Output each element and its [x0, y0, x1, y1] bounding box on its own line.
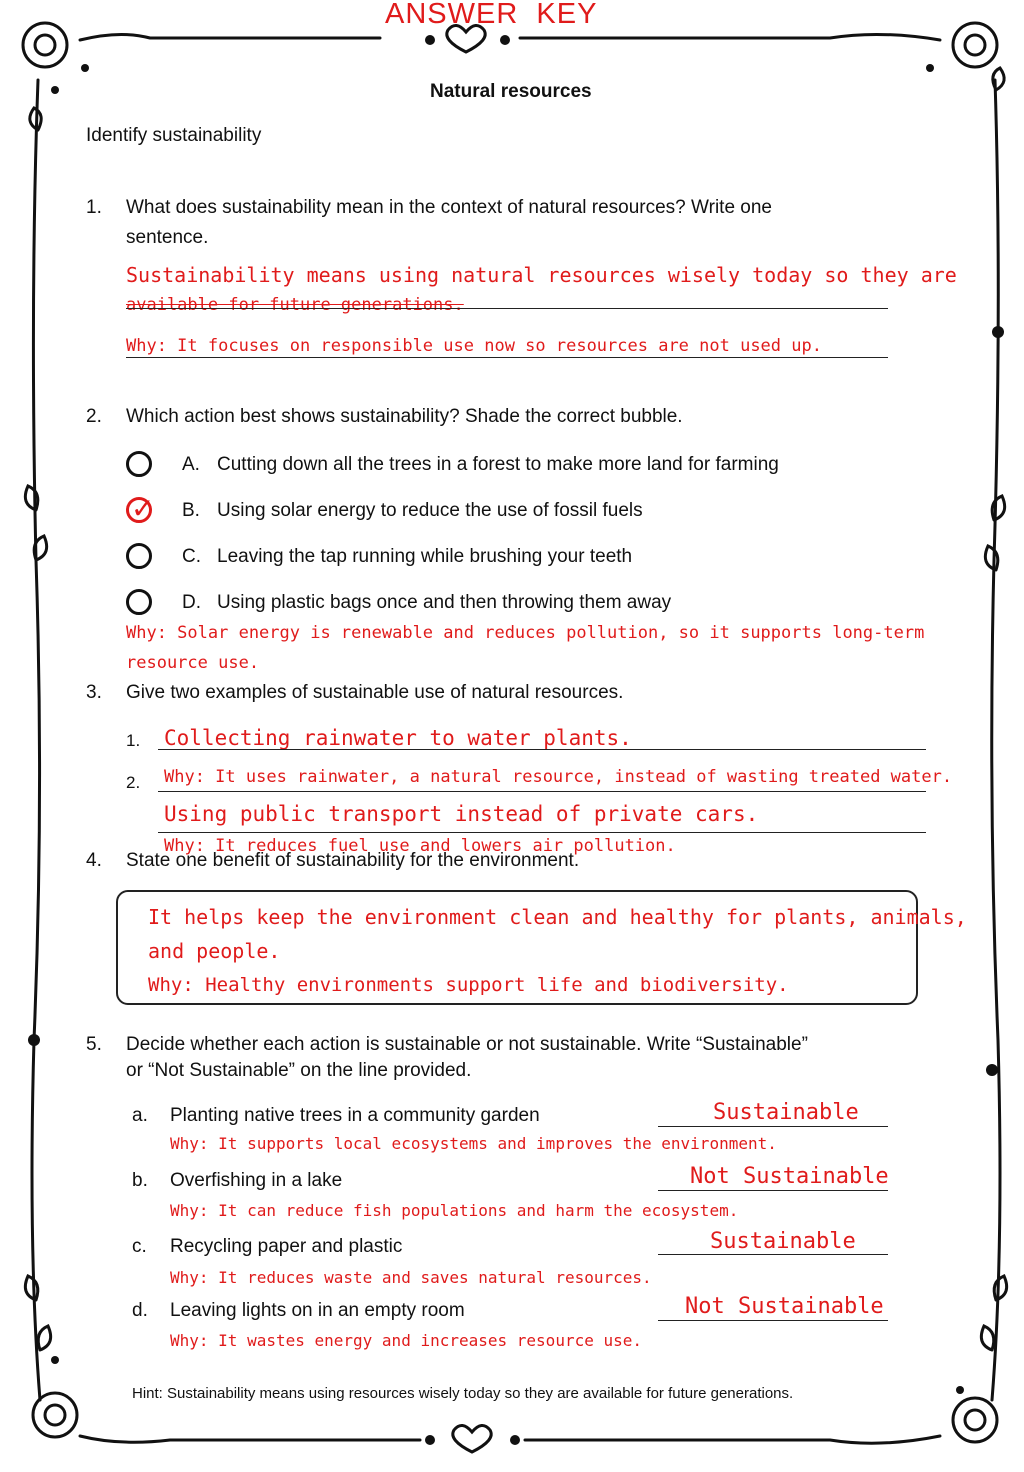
- q5-item-c-why: Why: It reduces waste and saves natural resources.: [170, 1268, 652, 1287]
- q1-answer-line2: available for future generations.: [126, 295, 464, 315]
- q5-item-d-text: Leaving lights on in an empty room: [170, 1300, 465, 1321]
- q3-item2-why: Why: It reduces fuel use and lowers air pollution.: [164, 836, 676, 856]
- section-subtitle: Identify sustainability: [86, 125, 262, 146]
- option-c-letter: C.: [182, 546, 201, 567]
- option-d-text: Using plastic bags once and then throwing them away: [217, 592, 672, 613]
- option-c-text: Leaving the tap running while brushing your teeth: [217, 546, 633, 567]
- option-d-letter: D.: [182, 592, 201, 613]
- q5-item-a-why: Why: It supports local ecosystems and improves the environment.: [170, 1134, 777, 1153]
- q2-number: 2.: [86, 406, 102, 427]
- hint-text: Hint: Sustainability means using resources wisely today so they are available for future generations.: [132, 1385, 794, 1402]
- q5-item-b-answer: Not Sustainable: [690, 1164, 889, 1189]
- q3-text: Give two examples of sustainable use of natural resources.: [126, 682, 624, 703]
- q3-item1-rule: [158, 749, 926, 750]
- q3-item2-rule: [158, 791, 926, 792]
- q1-why: Why: It focuses on responsible use now so resources are not used up.: [126, 336, 822, 356]
- q5-text-line2: or “Not Sustainable” on the line provided.: [126, 1060, 472, 1081]
- q5-item-b-text: Overfishing in a lake: [170, 1170, 343, 1191]
- q1-text-line1: What does sustainability mean in the context of natural resources? Write one: [126, 197, 772, 218]
- q3-item2-number: 2.: [126, 773, 141, 792]
- q5-item-a-rule: [658, 1126, 888, 1127]
- q3-number: 3.: [86, 682, 102, 703]
- q5-item-c-rule: [658, 1254, 888, 1255]
- option-b-text: Using solar energy to reduce the use of fossil fuels: [217, 500, 643, 521]
- q5-item-c-answer: Sustainable: [710, 1229, 856, 1254]
- q5-text-line1: Decide whether each action is sustainable or not sustainable. Write “Sustainable”: [126, 1034, 808, 1055]
- q1-text-line2: sentence.: [126, 227, 209, 248]
- q1-answer-rule: [126, 308, 888, 309]
- q5-item-c-letter: c.: [132, 1236, 147, 1257]
- q2-why-line1: Why: Solar energy is renewable and reduces pollution, so it supports long-term: [126, 623, 925, 643]
- option-a-text: Cutting down all the trees in a forest to make more land for farming: [217, 454, 779, 475]
- q5-item-d-answer: Not Sustainable: [685, 1294, 884, 1319]
- q5-item-a-letter: a.: [132, 1105, 148, 1126]
- q2-why-line2: resource use.: [126, 653, 260, 673]
- option-a-letter: A.: [182, 454, 200, 475]
- q5-item-b-letter: b.: [132, 1170, 148, 1191]
- q4-answer-line2: and people.: [148, 939, 281, 963]
- option-d-bubble[interactable]: [126, 589, 152, 615]
- q2-text: Which action best shows sustainability? Shade the correct bubble.: [126, 406, 683, 427]
- q3-item1-answer: Collecting rainwater to water plants.: [164, 726, 632, 750]
- page-title: Natural resources: [430, 81, 592, 102]
- q5-item-d-letter: d.: [132, 1300, 148, 1321]
- q4-answer-line1: It helps keep the environment clean and healthy for plants, animals,: [148, 905, 967, 929]
- q4-why: Why: Healthy environments support life and biodiversity.: [148, 974, 789, 996]
- option-b-bubble[interactable]: [126, 492, 155, 525]
- q5-item-a-answer: Sustainable: [713, 1100, 859, 1125]
- option-a-bubble[interactable]: [126, 451, 152, 477]
- q5-item-d-rule: [658, 1320, 888, 1321]
- q5-item-b-why: Why: It can reduce fish populations and harm the ecosystem.: [170, 1201, 739, 1220]
- option-c-bubble[interactable]: [126, 543, 152, 569]
- q1-answer-line1: Sustainability means using natural resources wisely today so they are: [126, 263, 957, 287]
- q5-item-a-text: Planting native trees in a community garden: [170, 1105, 540, 1126]
- q5-item-d-why: Why: It wastes energy and increases resource use.: [170, 1331, 643, 1350]
- q1-why-rule: [126, 357, 888, 358]
- q3-item1-number: 1.: [126, 731, 141, 750]
- q4-text: State one benefit of sustainability for the environment.: [126, 850, 580, 871]
- q4-number: 4.: [86, 850, 102, 871]
- q3-item2-answer-rule: [158, 832, 926, 833]
- q1-number: 1.: [86, 197, 102, 218]
- q5-item-c-text: Recycling paper and plastic: [170, 1236, 403, 1257]
- answer-key-heading: ANSWER KEY: [385, 0, 598, 30]
- q3-item2-answer: Using public transport instead of private cars.: [164, 802, 759, 826]
- option-b-letter: B.: [182, 500, 200, 521]
- q3-item1-why: Why: It uses rainwater, a natural resource, instead of wasting treated water.: [164, 767, 953, 787]
- q5-item-b-rule: [658, 1190, 888, 1191]
- checkmark-icon: ✓: [131, 492, 155, 525]
- q5-number: 5.: [86, 1034, 102, 1055]
